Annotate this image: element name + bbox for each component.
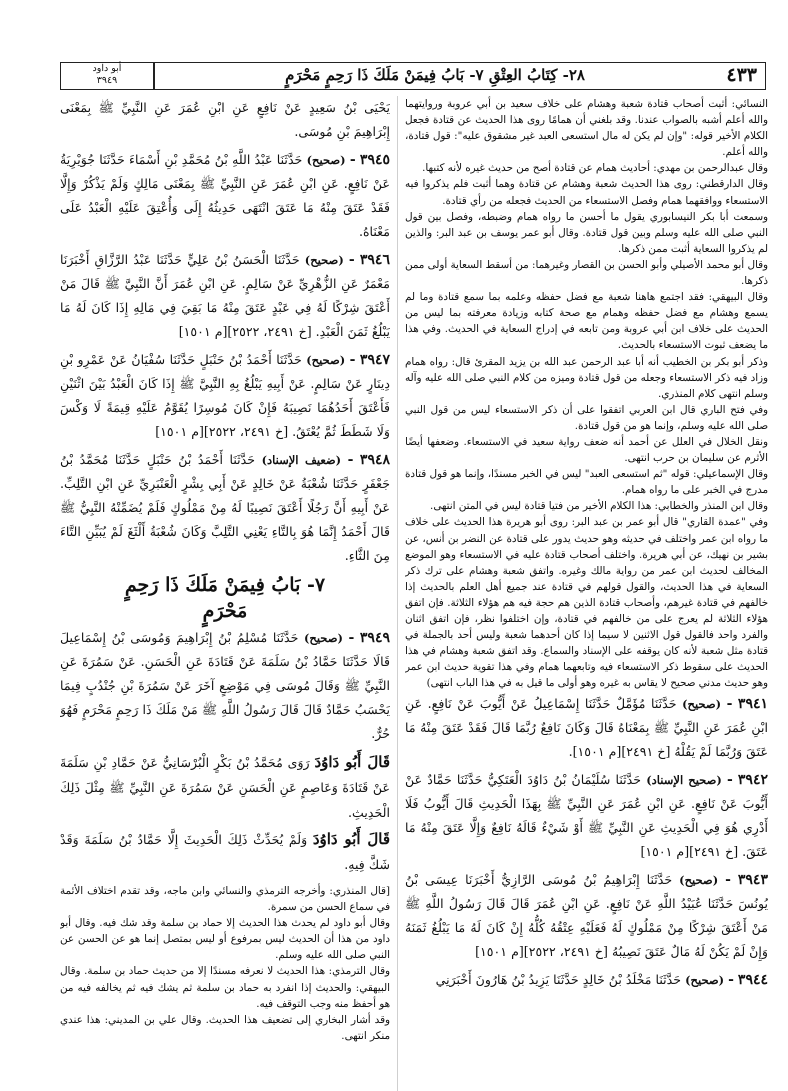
right-column [405,96,768,1091]
hadith-number: ٣٩٤٣ [737,872,768,889]
hadith-entry: ٣٩٤٤ - (صحيح) حَدَّثَنَا مَخْلَدُ بْنُ خَالِدٍ حَدَّثَنَا يَزِيدُ بْنُ هَارُونَ أَخْبَرَنِي [435,972,768,989]
footnote-paragraph: وقال عبدالرحمن بن مهدي: أحاديث همام عن قتادة أصح من حديث غيره لأنه كتبها. [422,162,768,175]
footnote-paragraph: وفي "عمدة القاري" قال أبو عمر بن عبد البر: روى أبو هريرة هذا الحديث على خلاف ما رواه ابن عمر واختلف في حديثه وهو حديث يدور على قتادة عن النضر بن أنس، عن بشير بن نهيك، عن أبي هريرة. واختلف أصحاب قتادة عليه في الاستسعاء وهو الموضع المخالف لحديث ابن عمر من رواية مالك وغيره. واتفق شعبة وهشام على ترك ذكر السعاية في هذا الحديث، والقول قولهم في قتادة عند جميع أهل العلم بالحديث إذا خالفهم في قتادة غيرهم، وأصحاب قتادة الذين هم حجة فيه هم هؤلاء الثلاثة. فإن اتفق هؤلاء الثلاثة لم يعرج على من خالفهم في قتادة، وإن اختلفوا نظر، فإن اتفق اثنان والفرد واحد فالقول قول الاثنين لا سيما إذا كان أحدهما شعبة وليس أحد بالجملة في قتادة مثل شعبة لأنه كان يوقفه على الإسناد والسماع. وقد اتفق شعبة وهشام في هذا الحديث على سقوط ذكر الاستسعاء فيه وتابعهما همام وفي هذا تقوية حديث ابن عمر وهو حديث مدني صحيح لا يقاس به غيره وهو أولى ما قيل به في هذا الباب انتهى) [405,516,768,690]
chapter-title: ٢٨- كِتَابُ العِتْقِ ٧- بَابُ فِيمَنْ مَلَكَ ذَا رَحِمٍ مَحْرَمٍ [285,66,585,84]
hadith-text: حَدَّثَنَا سُلَيْمَانُ بْنُ دَاوُدَ الْعَتَكِيُّ حَدَّثَنَا حَمَّادٌ عَنْ أَيُّوبَ عَنْ نَافِعٍ. عَنِ ابْنِ عُمَرَ عَنِ النَّبِيِّ ﷺ بِهَذَا الْحَدِيثِ قَالَ أَيُّوبُ فَلَا أَدْرِي هُوَ فِي الْحَدِيثِ عَنِ النَّبِيِّ ﷺ أَوْ شَيْءٌ قَالَهُ نَافِعٌ وَإِلَّا عَتَقَ مِنْهُ مَا عَتَقَ. [خ ٢٤٩١][م ١٥٠١] [405,772,768,860]
hadith-text: حَدَّثَنَا إِبْرَاهِيمُ بْنُ مُوسَى الرَّازِيُّ أَخْبَرَنَا عِيسَى بْنُ يُونُسَ حَدَّثَنَا عُبَيْدُ اللَّهِ عَنْ نَافِعٍ. عَنِ ابْنِ عُمَرَ قَالَ قَالَ رَسُولُ اللَّهِ ﷺ مَنْ أَعْتَقَ شِرْكًا مِنْ مَمْلُوكٍ لَهُ فَعَلَيْهِ عِتْقُهُ كُلُّهُ إِنْ كَانَ لَهُ مَا يَبْلُغُ ثَمَنَهُ وَإِنْ لَمْ يَكُنْ لَهُ مَالٌ عَتَقَ نَصِيبُهُ [خ ٢٤٩١، ٢٥٢٢][م ١٥٠١] [405,872,768,960]
hadith-grade: (صحيح) [679,873,719,888]
hadith-number: ٣٩٤٥ [359,152,390,168]
hadith-number: ٣٩٤٧ [359,352,390,368]
hadith-grade: (صحيح) [682,697,722,712]
hadith-entry: ٣٩٤١ - (صحيح) حَدَّثَنَا مُؤَمَّلٌ حَدَّثَنَا إِسْمَاعِيلُ عَنْ أَيُّوبَ عَنْ نَافِعٍ. عَنِ ابْنِ عُمَرَ عَنِ النَّبِيِّ ﷺ بِمَعْنَاهُ قَالَ وَكَانَ نَافِعٌ رُبَّمَا قَالَ فَقَدْ عَتَقَ مِنْهُ مَا عَتَقَ وَرُبَّمَا لَمْ يَقُلْهُ [خ ٢٤٩١][م ١٥٠١]. [405,696,768,760]
book-name: أبو داود [92,63,122,74]
chapter-heading-line: مَحْرَمٍ [202,600,248,622]
hadith-text: حَدَّثَنَا مَخْلَدُ بْنُ خَالِدٍ حَدَّثَنَا يَزِيدُ بْنُ هَارُونَ أَخْبَرَنِي [435,972,682,988]
running-header [60,62,766,90]
hadith-grade: (ضعيف الإسناد) [261,453,342,467]
footnote-paragraph: وقال الترمذي: هذا الحديث لا نعرفه مسندًا إلا من حديث حماد بن سلمة. وقال البيهقي: والحديث إذا انفرد به حماد بن سلمة ثم يشك فيه ثم يخالفه فيه من هو أحفظ منه وجب التوقف فيه. [60,965,390,1010]
chapter-heading-line: ٧- بَابُ فِيمَنْ مَلَكَ ذَا رَحِمٍ [124,574,326,596]
hadith-grade: (صحيح الإسناد) [646,773,722,788]
footnote-block [405,96,768,691]
hadith-grade: (صحيح) [685,973,725,988]
hadith-number: ٣٩٤١ [737,696,768,713]
footnote-paragraph: وذكر أبو بكر بن الخطيب أنه أبا عبد الرحمن عبد الله بن يزيد المقرئ قال: رواه همام وزاد فيه ذكر الاستسعاء وجعله من قول قتادة وميزه من كلام النبي صلى الله عليه وآله وسلم انتهى كلام المنذري. [405,355,768,400]
hadith-text: حَدَّثَنَا الْحَسَنُ بْنُ عَلِيٍّ حَدَّثَنَا عَبْدُ الرَّزَّاقِ أَخْبَرَنَا مَعْمَرٌ عَنِ الزُّهْرِيِّ عَنْ سَالِمٍ. عَنِ ابْنِ عُمَرَ أَنَّ النَّبِيَّ ﷺ قَالَ مَنْ أَعْتَقَ شِرْكًا لَهُ فِي عَبْدٍ عَتَقَ مِنْهُ مَا بَقِيَ فِي مَالِهِ إِذَا كَانَ لَهُ مَا يَبْلُغُ ثَمَنَ الْعَبْدِ. [خ ٢٤٩١، ٢٥٢٢][م ١٥٠١] [60,252,390,339]
hadith-number: ٣٩٤٩ [359,630,390,646]
hadith-entry: ٣٩٤٧ - (صحيح) حَدَّثَنَا أَحْمَدُ بْنُ حَنْبَلٍ حَدَّثَنَا سُفْيَانُ عَنْ عَمْرِو بْنِ دِينَارٍ عَنْ سَالِمٍ. عَنْ أَبِيهِ يَبْلُغُ بِهِ النَّبِيَّ ﷺ إِذَا كَانَ الْعَبْدُ بَيْنَ اثْنَيْنِ فَأَعْتَقَ أَحَدُهُمَا نَصِيبَهُ فَإِنْ كَانَ مُوسِرًا يُقَوَّمُ عَلَيْهِ قِيمَةً لَا وَكْسَ وَلَا شَطَطَ ثُمَّ يُعْتَقُ. [خ ٢٤٩١، ٢٥٢٢][م ١٥٠١] [60,352,390,439]
chapter-heading [60,572,390,624]
hadith-entry: ٣٩٤٢ - (صحيح الإسناد) حَدَّثَنَا سُلَيْمَانُ بْنُ دَاوُدَ الْعَتَكِيُّ حَدَّثَنَا حَمَّادٌ عَنْ أَيُّوبَ عَنْ نَافِعٍ. عَنِ ابْنِ عُمَرَ عَنِ النَّبِيِّ ﷺ بِهَذَا الْحَدِيثِ قَالَ أَيُّوبُ فَلَا أَدْرِي هُوَ فِي الْحَدِيثِ عَنِ النَّبِيِّ ﷺ أَوْ شَيْءٌ قَالَهُ نَافِعٌ وَإِلَّا عَتَقَ مِنْهُ مَا عَتَقَ. [خ ٢٤٩١][م ١٥٠١] [405,772,768,860]
abu-dawud-lead: قَالَ أَبُو دَاوُدَ [312,830,390,848]
footnote-paragraph: ونقل الخلال في العلل عن أحمد أنه ضعف رواية سعيد في الاستسعاء. وضعفها أيضًا الأثرم عن سليمان بن حرب انتهى. [405,435,768,465]
hadith-grade: (صحيح) [306,153,346,167]
hadith-number: ٣٩٤٦ [359,252,390,268]
hadith-entry: ٣٩٤٦ - (صحيح) حَدَّثَنَا الْحَسَنُ بْنُ عَلِيٍّ حَدَّثَنَا عَبْدُ الرَّزَّاقِ أَخْبَرَنَا مَعْمَرٌ عَنِ الزُّهْرِيِّ عَنْ سَالِمٍ. عَنِ ابْنِ عُمَرَ أَنَّ النَّبِيَّ ﷺ قَالَ مَنْ أَعْتَقَ شِرْكًا لَهُ فِي عَبْدٍ عَتَقَ مِنْهُ مَا بَقِيَ فِي مَالِهِ إِذَا كَانَ لَهُ مَا يَبْلُغُ ثَمَنَ الْعَبْدِ. [خ ٢٤٩١، ٢٥٢٢][م ١٥٠١] [60,252,390,339]
book-reference-box [61,63,153,87]
footnote-paragraph: وقال ابن المنذر والخطابي: هذا الكلام الأخير من فتيا قتادة ليس في المتن انتهى. [430,500,768,513]
footnote-paragraph: [قال المنذري: وأخرجه الترمذي والنسائي وابن ماجه، وقد تقدم اختلاف الأئمة في سماع الحسن من سمرة. [60,885,390,914]
hadith-text: حَدَّثَنَا عَبْدُ اللَّهِ بْنُ مُحَمَّدِ بْنِ أَسْمَاءَ حَدَّثَنَا جُوَيْرِيَةُ عَنْ نَافِعٍ. عَنِ ابْنِ عُمَرَ عَنِ النَّبِيِّ ﷺ بِمَعْنَى مَالِكٍ وَلَمْ يَذْكُرْ وَإِلَّا فَقَدْ عَتَقَ مِنْهُ مَا عَتَقَ انْتَهَى حَدِيثُهُ إِلَى وَأُعْتِقَ عَلَيْهِ الْعَبْدُ عَلَى مَعْنَاهُ. [60,152,390,239]
left-column [60,96,390,1091]
abu-dawud-note [60,827,390,877]
hadith-number: ٣٩٤٨ [359,452,390,468]
footnote-paragraph: وقد أشار البخاري إلى تضعيف هذا الحديث. وقال علي بن المديني: هذا عندي منكر انتهى. [60,1013,390,1042]
footnote-paragraph: وقال البيهقي: فقد اجتمع هاهنا شعبة مع فضل حفظه وعلمه بما سمع قتادة وما لم يسمع وهشام مع فضل حفظه وهمام مع صحة كتابه وزيادة معرفته بما ليس من الحديث على خلاف ابن أبي عروبة ومن تابعه في إدراج السعاية في الحديث. وفي هذا ما يضعف ثبوت الاستسعاء بالحديث. [405,291,768,352]
abu-dawud-text: وَلَمْ يُحَدِّثْ ذَلِكَ الْحَدِيثَ إِلَّا حَمَّادُ بْنُ سَلَمَةَ وَقَدْ شَكَّ فِيهِ. [60,832,390,872]
hadith-text: حَدَّثَنَا أَحْمَدُ بْنُ حَنْبَلٍ حَدَّثَنَا سُفْيَانُ عَنْ عَمْرِو بْنِ دِينَارٍ عَنْ سَالِمٍ. عَنْ أَبِيهِ يَبْلُغُ بِهِ النَّبِيَّ ﷺ إِذَا كَانَ الْعَبْدُ بَيْنَ اثْنَيْنِ فَأَعْتَقَ أَحَدُهُمَا نَصِيبَهُ فَإِنْ كَانَ مُوسِرًا يُقَوَّمُ عَلَيْهِ قِيمَةً لَا وَكْسَ وَلَا شَطَطَ ثُمَّ يُعْتَقُ. [خ ٢٤٩١، ٢٥٢٢][م ١٥٠١] [60,352,390,439]
hadith-entry: ٣٩٤٣ - (صحيح) حَدَّثَنَا إِبْرَاهِيمُ بْنُ مُوسَى الرَّازِيُّ أَخْبَرَنَا عِيسَى بْنُ يُونُسَ حَدَّثَنَا عُبَيْدُ اللَّهِ عَنْ نَافِعٍ. عَنِ ابْنِ عُمَرَ قَالَ قَالَ رَسُولُ اللَّهِ ﷺ مَنْ أَعْتَقَ شِرْكًا مِنْ مَمْلُوكٍ لَهُ فَعَلَيْهِ عِتْقُهُ كُلُّهُ إِنْ كَانَ لَهُ مَا يَبْلُغُ ثَمَنَهُ وَإِنْ لَمْ يَكُنْ لَهُ مَالٌ عَتَقَ نَصِيبُهُ [خ ٢٤٩١، ٢٥٢٢][م ١٥٠١] [405,872,768,960]
hadith-entry: ٣٩٤٥ - (صحيح) حَدَّثَنَا عَبْدُ اللَّهِ بْنُ مُحَمَّدِ بْنِ أَسْمَاءَ حَدَّثَنَا جُوَيْرِيَةُ عَنْ نَافِعٍ. عَنِ ابْنِ عُمَرَ عَنِ النَّبِيِّ ﷺ بِمَعْنَى مَالِكٍ وَلَمْ يَذْكُرْ وَإِلَّا فَقَدْ عَتَقَ مِنْهُ مَا عَتَقَ انْتَهَى حَدِيثُهُ إِلَى وَأُعْتِقَ عَلَيْهِ الْعَبْدُ عَلَى مَعْنَاهُ. [60,152,390,239]
hadith-grade: (صحيح) [303,631,343,645]
hadith-entry: ٣٩٤٨ - (ضعيف الإسناد) حَدَّثَنَا أَحْمَدُ بْنُ حَنْبَلٍ حَدَّثَنَا مُحَمَّدُ بْنُ جَعْفَرٍ حَدَّثَنَا شُعْبَةُ عَنْ خَالِدٍ عَنْ أَبِي بِشْرٍ الْعَنْبَرِيِّ عَنِ ابْنِ التَّلِبِّ. عَنْ أَبِيهِ أَنَّ رَجُلًا أَعْتَقَ نَصِيبًا لَهُ مِنْ مَمْلُوكٍ فَلَمْ يُضَمِّنْهُ النَّبِيُّ ﷺ قَالَ أَحْمَدُ إِنَّمَا هُوَ بِالتَّاءِ يَعْنِي التَّلِبَّ وَكَانَ شُعْبَةُ أَلْثَغَ لَمْ يُبَيِّنِ التَّاءَ مِنَ الثَّاءِ. [60,452,390,563]
page-number: ٤٣٣ [726,64,757,86]
hadith-continuation: يَحْيَى بْنُ سَعِيدٍ عَنْ نَافِعٍ عَنِ ابْنِ عُمَرَ عَنِ النَّبِيِّ ﷺ بِمَعْنَى إِبْرَاهِيمَ بْنِ مُوسَى. [60,100,390,139]
hadith-entry: ٣٩٤٩ - (صحيح) حَدَّثَنَا مُسْلِمُ بْنُ إِبْرَاهِيمَ وَمُوسَى بْنُ إِسْمَاعِيلَ قَالَا حَدَّثَنَا حَمَّادُ بْنُ سَلَمَةَ عَنْ قَتَادَةَ عَنِ الْحَسَنِ. عَنْ سَمُرَةَ عَنِ النَّبِيِّ ﷺ وَقَالَ مُوسَى فِي مَوْضِعٍ آخَرَ عَنْ سَمُرَةَ بْنِ جُنْدُبٍ فِيمَا يَحْسَبُ حَمَّادٌ قَالَ قَالَ رَسُولُ اللَّهِ ﷺ مَنْ مَلَكَ ذَا رَحِمٍ مَحْرَمٍ فَهُوَ حُرٌّ. [60,630,390,741]
hadith-text: حَدَّثَنَا مُؤَمَّلٌ حَدَّثَنَا إِسْمَاعِيلُ عَنْ أَيُّوبَ عَنْ نَافِعٍ. عَنِ ابْنِ عُمَرَ عَنِ النَّبِيِّ ﷺ بِمَعْنَاهُ قَالَ وَكَانَ نَافِعٌ رُبَّمَا قَالَ فَقَدْ عَتَقَ مِنْهُ مَا عَتَقَ وَرُبَّمَا لَمْ يَقُلْهُ [خ ٢٤٩١][م ١٥٠١]. [405,696,768,760]
footnote-paragraph: وقال الدارقطني: روى هذا الحديث شعبة وهشام عن قتادة وهما أثبت فلم يذكروا فيه الاستسعاء ووافقهما همام وفصل الاستسعاء من الحديث فجعله من رأي قتادة. [405,178,768,207]
footnote-paragraph: وقال الإسماعيلي: قوله "ثم استسعى العبد" ليس في الخبر مسندًا، وإنما هو قول قتادة مدرج في الخبر على ما رواه همام. [405,468,768,497]
footnote-paragraph: النسائي: أثبت أصحاب قتادة شعبة وهشام على خلاف سعيد بن أبي عروبة وروايتهما والله أعلم أشبه بالصواب عندنا. وقد بلغني أن همامًا روى هذا الحديث عن قتادة فجعل الكلام الأخير قوله: "وإن لم يكن له مال استسعى العبد غير مشقوق عليه": قول قتادة، والله أعلم. [405,98,768,159]
abu-dawud-note [60,750,390,825]
hadith-text: حَدَّثَنَا مُسْلِمُ بْنُ إِبْرَاهِيمَ وَمُوسَى بْنُ إِسْمَاعِيلَ قَالَا حَدَّثَنَا حَمَّادُ بْنُ سَلَمَةَ عَنْ قَتَادَةَ عَنِ الْحَسَنِ. عَنْ سَمُرَةَ عَنِ النَّبِيِّ ﷺ وَقَالَ مُوسَى فِي مَوْضِعٍ آخَرَ عَنْ سَمُرَةَ بْنِ جُنْدُبٍ فِيمَا يَحْسَبُ حَمَّادٌ قَالَ قَالَ رَسُولُ اللَّهِ ﷺ مَنْ مَلَكَ ذَا رَحِمٍ مَحْرَمٍ فَهُوَ حُرٌّ. [60,630,390,741]
footnote-paragraph: وفي فتح الباري قال ابن العربي اتفقوا على أن ذكر الاستسعاء ليس من قول النبي صلى الله عليه وسلم، وإنما هو من قول قتادة. [405,403,768,432]
hadith-number: ٣٩٤٢ [737,772,768,789]
footnote-block [60,883,390,1044]
abu-dawud-text: رَوَى مُحَمَّدُ بْنُ بَكْرٍ الْبُرْسَانِيُّ عَنْ حَمَّادِ بْنِ سَلَمَةَ عَنْ قَتَادَةَ وَعَاصِمٍ عَنِ الْحَسَنِ عَنْ سَمُرَةَ عَنِ النَّبِيِّ ﷺ مِثْلَ ذَلِكَ الْحَدِيثِ. [60,755,390,820]
footnote-paragraph: وقال أبو داود لم يحدث هذا الحديث إلا حماد بن سلمة وقد شك فيه. وقال أبو داود من هذا أن الحديث ليس بمرفوع أو ليس بمتصل إنما هو عن الحسن عن النبي صلى الله عليه وسلم. [60,917,390,962]
hadith-grade: (صحيح) [304,253,344,267]
book-hadith-number: ٣٩٤٩ [96,75,118,86]
abu-dawud-lead: قَالَ أَبُو دَاوُدَ [314,753,390,771]
hadith-text: حَدَّثَنَا أَحْمَدُ بْنُ حَنْبَلٍ حَدَّثَنَا مُحَمَّدُ بْنُ جَعْفَرٍ حَدَّثَنَا شُعْبَةُ عَنْ خَالِدٍ عَنْ أَبِي بِشْرٍ الْعَنْبَرِيِّ عَنِ ابْنِ التَّلِبِّ. عَنْ أَبِيهِ أَنَّ رَجُلًا أَعْتَقَ نَصِيبًا لَهُ مِنْ مَمْلُوكٍ فَلَمْ يُضَمِّنْهُ النَّبِيُّ ﷺ قَالَ أَحْمَدُ إِنَّمَا هُوَ بِالتَّاءِ يَعْنِي التَّلِبَّ وَكَانَ شُعْبَةُ أَلْثَغَ لَمْ يُبَيِّنِ التَّاءَ مِنَ الثَّاءِ. [60,452,390,563]
footnote-paragraph: وقال أبو محمد الأصيلي وأبو الحسن بن القصار وغيرهما: من أسقط السعاية أولى ممن ذكرها. [405,258,768,288]
footnote-paragraph: وسمعت أبا بكر النيسابوري يقول ما أحسن ما رواه همام وضبطه، وفصل بين قول النبي صلى الله عليه وسلم وبين قول قتادة. وقال أبو عمر يوسف بن عبد البر: والذين لم يذكروا السعاية أثبت ممن ذكرها. [405,210,768,255]
hadith-number: ٣٩٤٤ [737,972,768,989]
hadith-grade: (صحيح) [306,353,346,367]
column-divider [397,96,398,1091]
header-divider [153,63,155,89]
